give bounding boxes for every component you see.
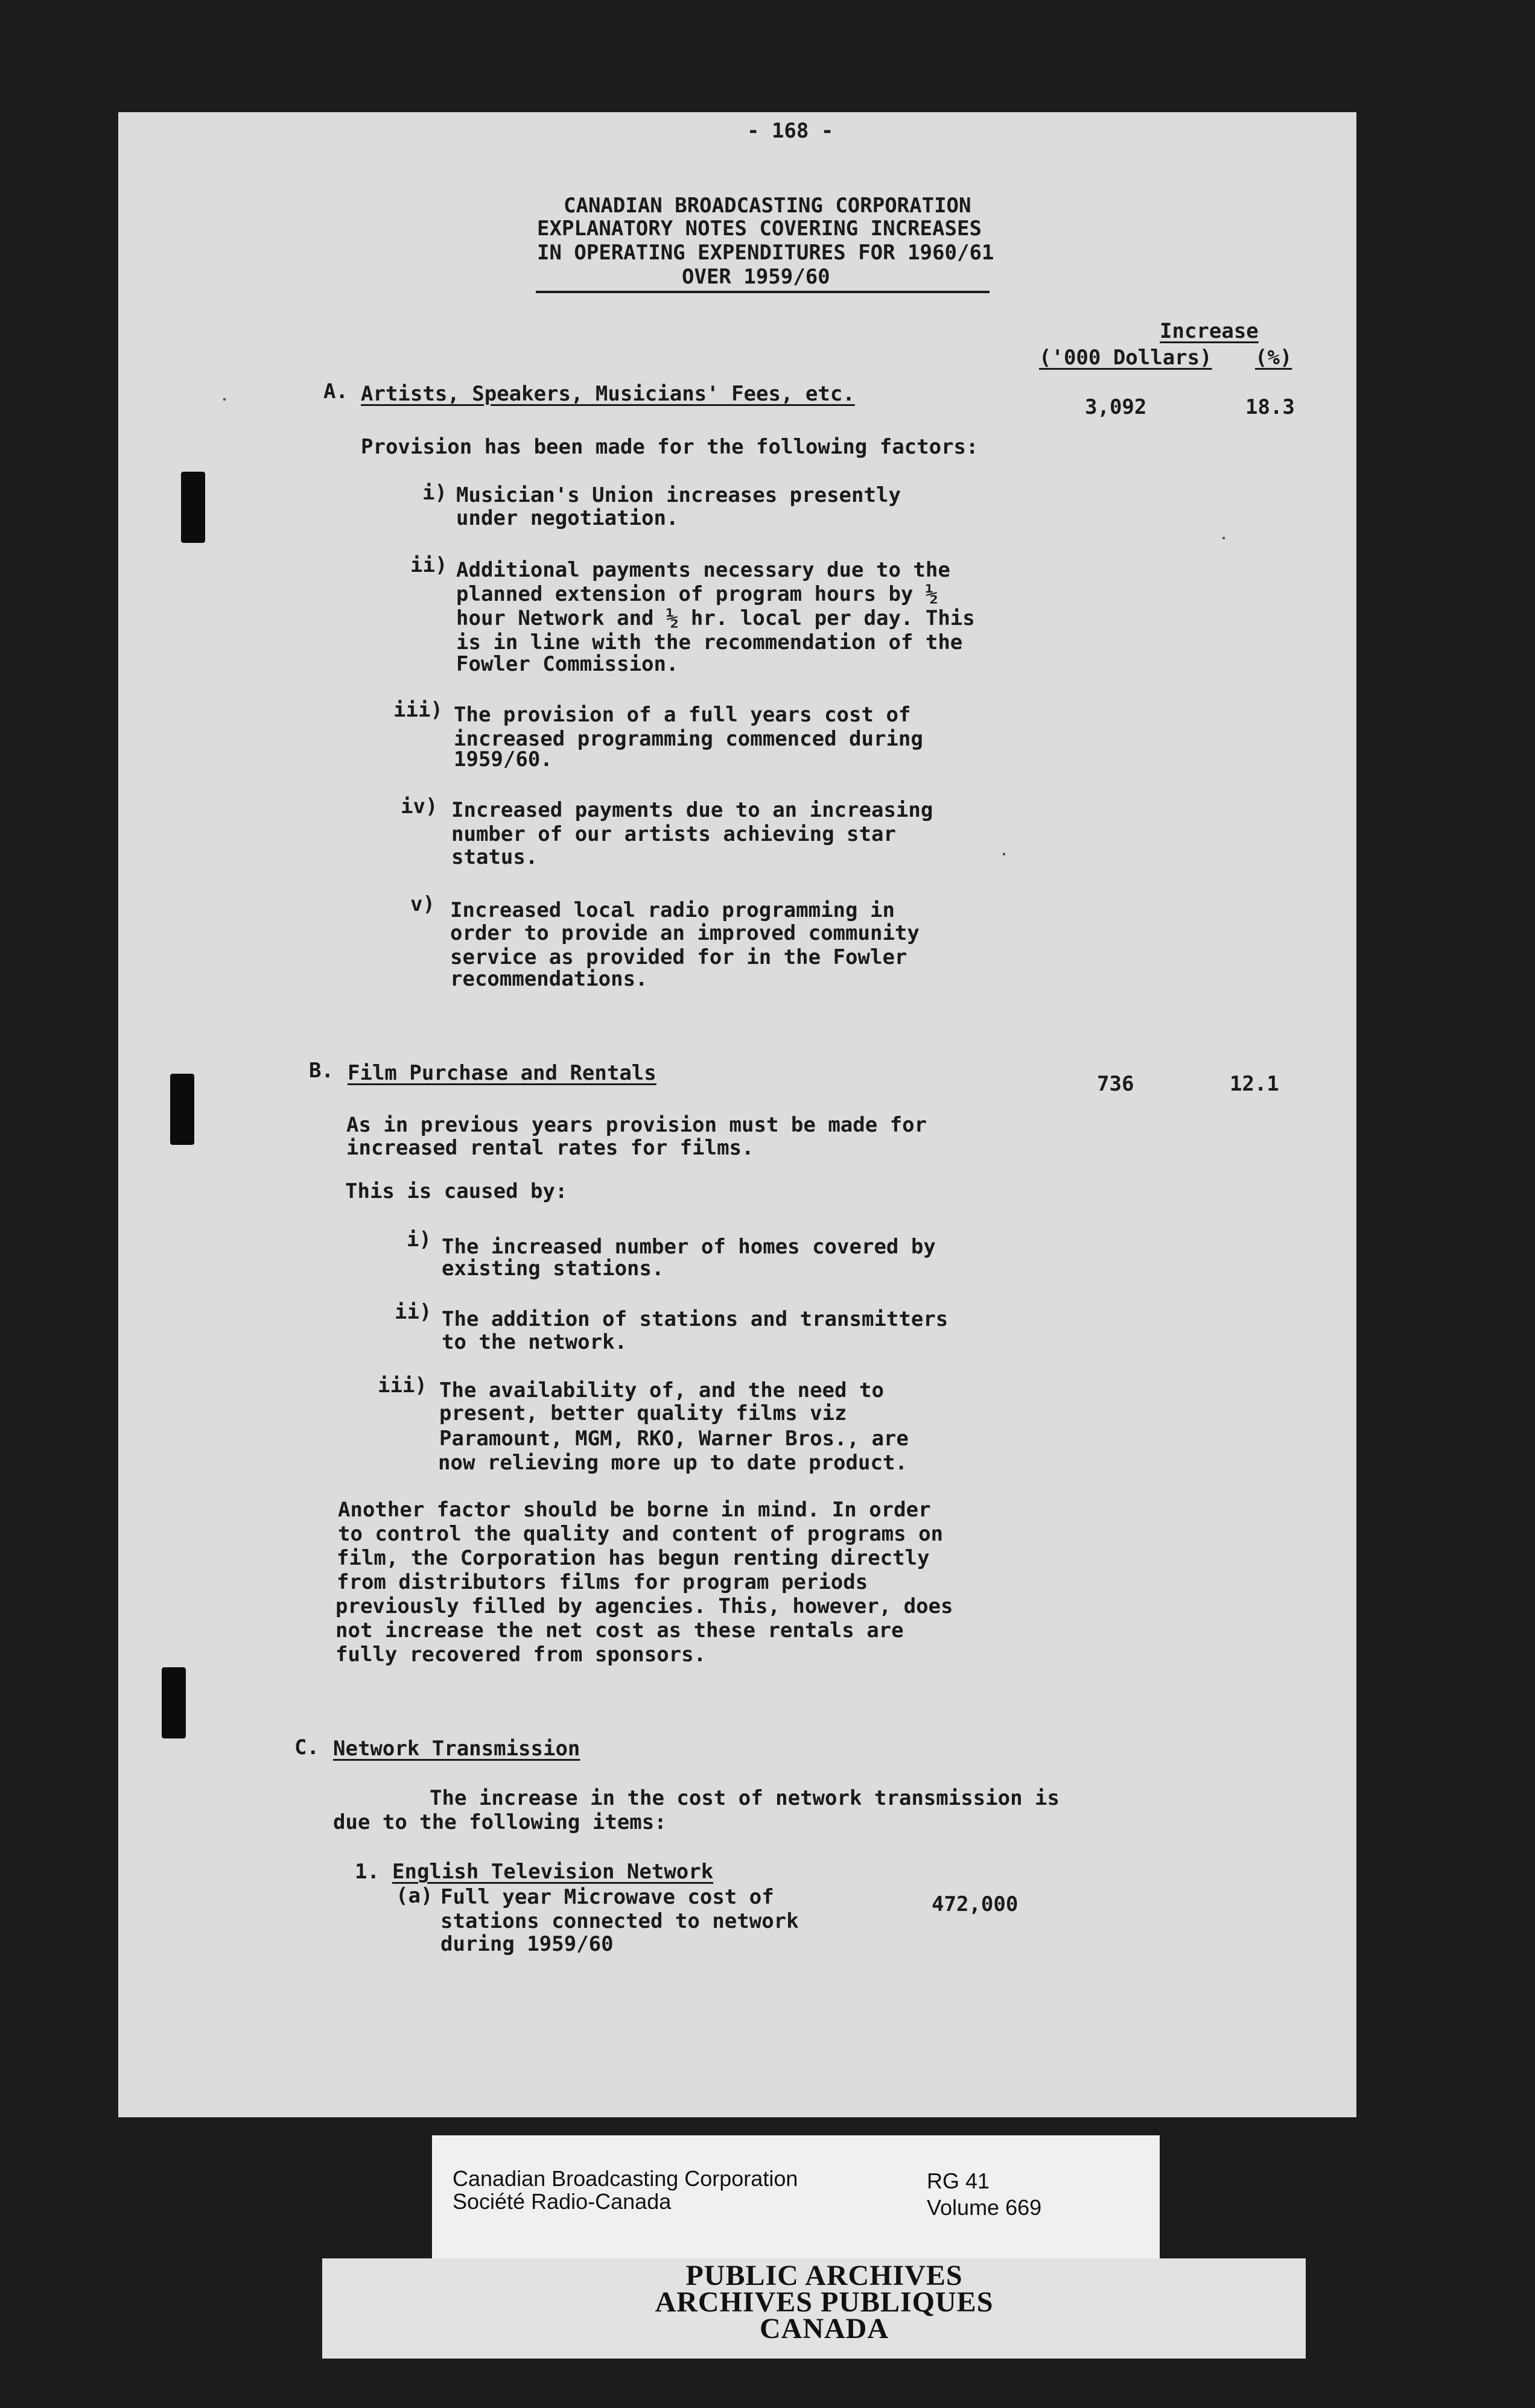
section-a-item-line: The provision of a full years cost of bbox=[454, 703, 911, 727]
section-a-item-line: number of our artists achieving star bbox=[451, 822, 896, 846]
section-c-intro-line: due to the following items: bbox=[333, 1810, 667, 1834]
section-b-item-line: Paramount, MGM, RKO, Warner Bros., are bbox=[439, 1427, 909, 1451]
column-increase: Increase bbox=[1160, 319, 1259, 343]
section-a-item-line: Musician's Union increases presently bbox=[456, 483, 901, 507]
section-b-intro-line: As in previous years provision must be made for bbox=[346, 1113, 927, 1137]
section-b-title: Film Purchase and Rentals bbox=[348, 1061, 656, 1085]
section-a-item-line: order to provide an improved community bbox=[450, 921, 920, 945]
section-c-sub-a-line: stations connected to network bbox=[440, 1909, 799, 1933]
section-b-item-line: present, better quality films viz bbox=[439, 1401, 847, 1425]
speck bbox=[1003, 853, 1005, 855]
column-dollars: ('000 Dollars) bbox=[1039, 346, 1212, 370]
section-a-item-line: 1959/60. bbox=[454, 747, 553, 772]
column-percent: (%) bbox=[1255, 346, 1292, 370]
section-a-item-line: Increased payments due to an increasing bbox=[451, 798, 933, 822]
section-c-sub-a-num: (a) bbox=[396, 1884, 433, 1908]
section-a-intro: Provision has been made for the following factors: bbox=[361, 435, 979, 459]
section-b-caused: This is caused by: bbox=[345, 1179, 568, 1203]
section-a-item-num: iv) bbox=[401, 794, 438, 819]
section-a-dollars: 3,092 bbox=[1085, 395, 1147, 419]
speck bbox=[1222, 537, 1225, 539]
section-b-item-num: iii) bbox=[378, 1374, 427, 1398]
section-a-item-num: ii) bbox=[410, 553, 448, 577]
section-a-percent: 18.3 bbox=[1245, 395, 1295, 419]
section-c-sub-a-line: Full year Microwave cost of bbox=[440, 1885, 774, 1909]
section-a-item-num: i) bbox=[422, 481, 447, 505]
archive-rg: RG 41 bbox=[927, 2169, 990, 2193]
section-c-title: Network Transmission bbox=[333, 1737, 580, 1761]
section-c-sub-a-line: during 1959/60 bbox=[440, 1932, 614, 1956]
section-b-item-line: now relieving more up to date product. bbox=[438, 1451, 907, 1475]
archive-org-fr: Société Radio-Canada bbox=[453, 2189, 672, 2214]
binder-tab bbox=[170, 1074, 194, 1145]
section-a-item-line: Increased local radio programming in bbox=[450, 898, 895, 922]
section-c-letter: C. bbox=[294, 1735, 319, 1760]
section-a-item-num: iii) bbox=[393, 698, 443, 722]
section-b-item-line: to the network. bbox=[442, 1330, 628, 1354]
header-rule bbox=[536, 291, 990, 293]
section-b-item-line: The increased number of homes covered by bbox=[442, 1235, 936, 1259]
archive-volume: Volume 669 bbox=[927, 2195, 1042, 2220]
section-c-intro-line: The increase in the cost of network transmission is bbox=[430, 1786, 1060, 1810]
section-c-sub-a-amount: 472,000 bbox=[932, 1892, 1019, 1916]
archive-stamp-line-2: ARCHIVES PUBLIQUES bbox=[655, 2286, 994, 2318]
section-a-item-line: Fowler Commission. bbox=[456, 652, 679, 676]
section-b-item-num: ii) bbox=[395, 1300, 432, 1324]
section-b-closing-line: not increase the net cost as these rentals are bbox=[335, 1618, 904, 1643]
section-b-closing-line: from distributors films for program periods bbox=[337, 1570, 868, 1594]
section-b-percent: 12.1 bbox=[1230, 1072, 1279, 1096]
section-a-letter: A. bbox=[323, 379, 348, 404]
page-number: - 168 - bbox=[747, 119, 834, 143]
section-b-closing-line: Another factor should be borne in mind. In order bbox=[338, 1498, 931, 1522]
binder-tab bbox=[181, 472, 205, 543]
archive-stamp-line-3: CANADA bbox=[760, 2313, 889, 2345]
section-a-item-line: under negotiation. bbox=[456, 506, 679, 530]
section-b-letter: B. bbox=[309, 1059, 334, 1083]
section-b-closing-line: film, the Corporation has begun renting directly bbox=[337, 1546, 930, 1570]
section-b-closing-line: to control the quality and content of programs on bbox=[338, 1522, 944, 1546]
speck bbox=[223, 398, 226, 401]
section-b-dollars: 736 bbox=[1097, 1072, 1134, 1096]
section-a-item-line: planned extension of program hours by ½ bbox=[456, 582, 938, 606]
section-a-item-line: hour Network and ½ hr. local per day. This bbox=[456, 606, 975, 630]
section-a-title: Artists, Speakers, Musicians' Fees, etc. bbox=[361, 382, 855, 406]
section-a-item-line: increased programming commenced during bbox=[454, 727, 923, 751]
section-b-closing-line: fully recovered from sponsors. bbox=[335, 1643, 707, 1667]
section-b-closing-line: previously filled by agencies. This, however, does bbox=[335, 1594, 953, 1618]
section-a-item-line: status. bbox=[451, 845, 538, 869]
section-c-sub-num: 1. bbox=[355, 1860, 380, 1884]
section-b-item-num: i) bbox=[407, 1228, 431, 1252]
section-a-item-num: v) bbox=[410, 892, 435, 916]
section-a-item-line: Additional payments necessary due to the bbox=[456, 558, 950, 582]
section-b-item-line: existing stations. bbox=[442, 1256, 664, 1281]
header-line-2: EXPLANATORY NOTES COVERING INCREASES bbox=[537, 217, 982, 241]
section-c-sub-title: English Television Network bbox=[392, 1860, 714, 1884]
section-b-item-line: The availability of, and the need to bbox=[439, 1378, 884, 1402]
header-line-3: IN OPERATING EXPENDITURES FOR 1960/61 bbox=[537, 241, 994, 265]
section-b-item-line: The addition of stations and transmitters bbox=[442, 1307, 949, 1331]
section-a-item-line: service as provided for in the Fowler bbox=[450, 945, 907, 969]
section-a-item-line: recommendations. bbox=[450, 967, 648, 991]
archive-org-en: Canadian Broadcasting Corporation bbox=[453, 2166, 798, 2191]
archive-stamp-line-1: PUBLIC ARCHIVES bbox=[685, 2260, 963, 2292]
header-line-4: OVER 1959/60 bbox=[682, 265, 830, 289]
binder-tab bbox=[162, 1667, 186, 1738]
section-a-item-line: is in line with the recommendation of the bbox=[456, 630, 963, 654]
header-line-1: CANADIAN BROADCASTING CORPORATION bbox=[564, 194, 971, 218]
section-b-intro-line: increased rental rates for films. bbox=[346, 1136, 754, 1160]
